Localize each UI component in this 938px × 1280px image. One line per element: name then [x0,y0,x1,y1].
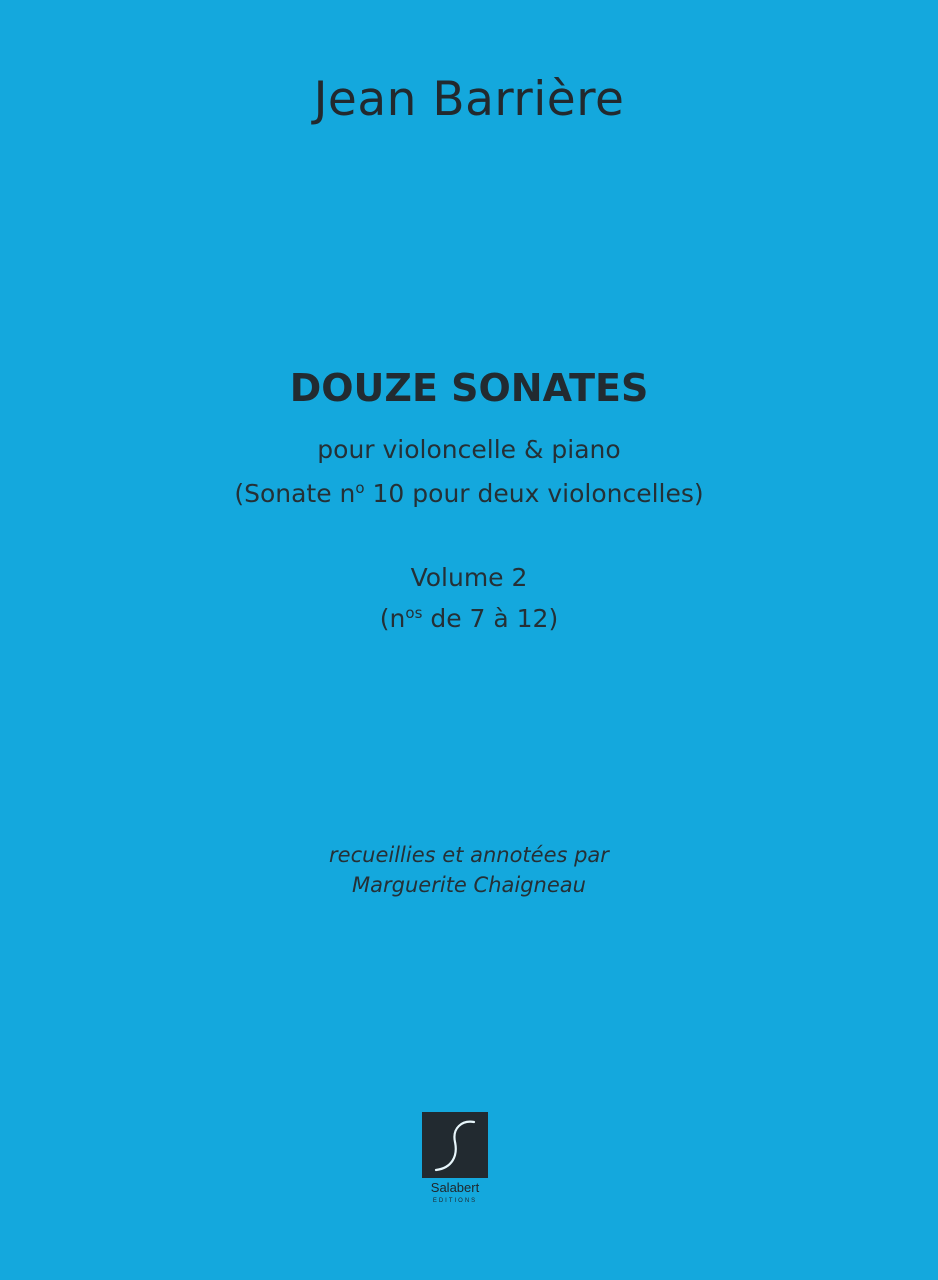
publisher-subtitle: EDITIONS [432,1198,478,1204]
composer-name: Jean Barrière [313,72,625,127]
instrumentation-note [0,479,938,508]
editor-name: Marguerite Chaigneau [352,873,586,897]
volume-numbers-suffix: de 7 à 12) [422,604,559,633]
publisher-logo [418,1112,492,1212]
credit-line: recueillies et annotées par [329,843,609,867]
work-title: DOUZE SONATES [289,366,649,410]
instrumentation-note-sup: o [355,479,365,497]
instrumentation-note-prefix: (Sonate n [234,479,356,508]
salabert-s-logo-icon [422,1112,488,1178]
volume-numbers [0,604,938,633]
publisher-name: Salabert [430,1180,480,1195]
instrumentation-note-suffix: 10 pour deux violoncelles) [364,479,704,508]
instrumentation: pour violoncelle & piano [317,435,621,464]
volume-label: Volume 2 [410,563,528,592]
volume-numbers-prefix: (n [379,604,406,633]
volume-numbers-sup: os [405,604,423,622]
